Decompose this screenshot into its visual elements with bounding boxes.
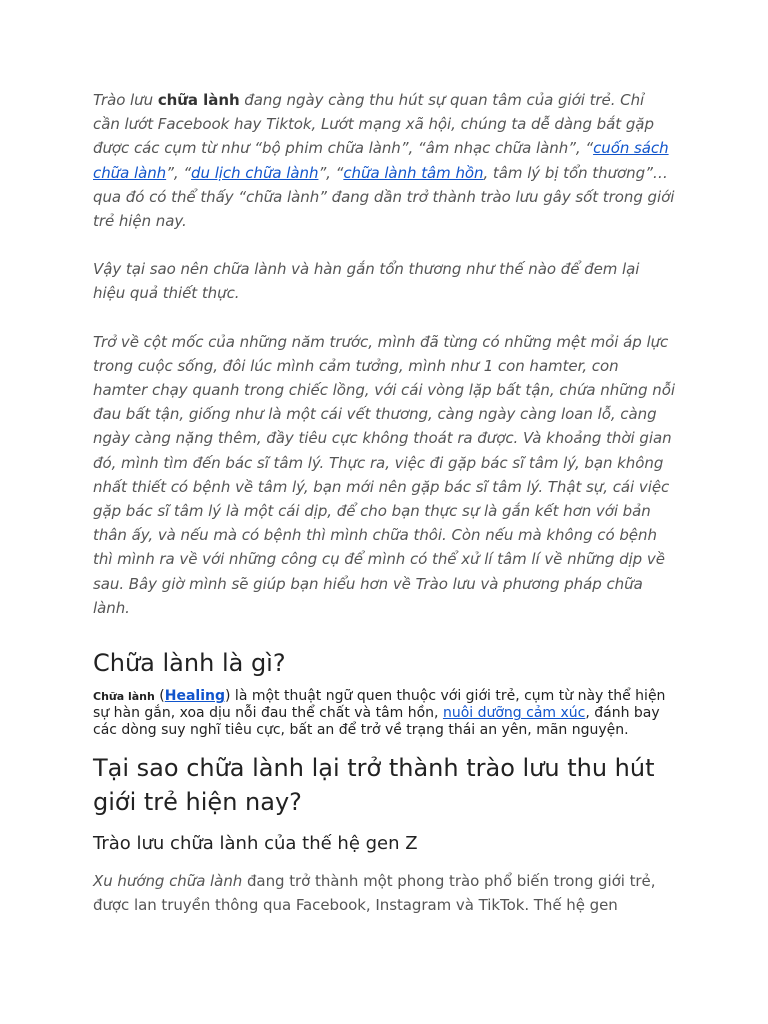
intro-text-e: , tâm lý bị tổn thương”…qua đó có thể thấy “chữa lành” đang dần trở thành trào lưu gây sốt trong giới trẻ hiện nay. [93, 163, 675, 231]
link-cuon-sach-chua-lanh[interactable]: cuốn sách chữa lành [93, 139, 669, 182]
intro-text-a: Trào lưu [93, 91, 158, 109]
definition-term: Chữa lành [93, 690, 155, 704]
section-heading-what-is-healing: Chữa lành là gì? [93, 649, 286, 678]
intro-paragraph-2: Vậy tại sao nên chữa lành và hàn gắn tổn thương như thế nào để đem lại hiệu quả thiết thực. [93, 260, 640, 303]
gen-z-text: đang trở thành một phong trào phổ biến trong giới trẻ, được lan truyền thông qua Facebook, Instagram và TikTok. Thế hệ gen [93, 872, 656, 915]
intro-paragraph-1 [93, 88, 675, 233]
definition-text-b: , đánh bay các dòng suy nghĩ tiêu cực, bất an để trở về trạng thái an yên, mãn nguyện. [93, 705, 660, 739]
link-du-lich-chua-lanh[interactable]: du lịch chữa lành [191, 163, 319, 182]
definition-paren: ( [154, 688, 165, 705]
link-healing[interactable]: Healing [164, 688, 226, 705]
gen-z-paragraph [93, 869, 675, 917]
definition-text-a: ) là một thuật ngữ quen thuộc với giới trẻ, cụm từ này thể hiện sự hàn gắn, xoa dịu nỗi đau thể chất và tâm hồn, [93, 688, 666, 722]
link-nuoi-duong-cam-xuc[interactable]: nuôi dưỡng cảm xúc [442, 705, 586, 722]
intro-text-c: ”, “ [166, 163, 192, 182]
subheading-gen-z-trend: Trào lưu chữa lành của thế hệ gen Z [93, 833, 418, 855]
gen-z-italic-phrase: Xu hướng chữa lành [93, 872, 243, 891]
link-chua-lanh-tam-hon[interactable]: chữa lành tâm hồn [343, 163, 484, 182]
intro-paragraph-3: Trở về cột mốc của những năm trước, mình đã từng có những mệt mỏi áp lực trong cuộc sống, đôi lúc mình cảm tưởng, mình như 1 con hamter, con hamter chạy quanh trong chiếc lồng, với cái vòng lặp bất tận, chứa những nỗi đau bất tận, giống như là một cái vết thương, càng ngày càng loan lỗ, càng ngày càng nặng thêm, đầy tiêu cực không thoát ra được. Và khoảng thời gian đó, mình tìm đến bác sĩ tâm lý. Thực ra, việc đi gặp bác sĩ tâm lý, bạn không nhất thiết có bệnh về tâm lý, bạn mới nên gặp bác sĩ tâm lý. Thật sự, cái việc gặp bác sĩ tâm lý là một cái dịp, để cho bạn thực sự là gắn kết hơn với bản thân ấy, và nếu mà có bệnh thì mình chữa thôi. Còn nếu mà không có bệnh thì mình ra về với những công cụ để mình có thể xử lí tâm lí về những dịp về sau. Bây giờ mình sẽ giúp bạn hiểu hơn về Trào lưu và phương pháp chữa lành. [93, 332, 675, 617]
document-page [93, 88, 675, 941]
intro-bold-term: chữa lành [157, 91, 240, 109]
intro-text-d: ”, “ [318, 163, 344, 182]
section-heading-why-trend: Tại sao chữa lành lại trở thành trào lưu thu hút giới trẻ hiện nay? [93, 754, 655, 817]
definition-paragraph [93, 688, 675, 739]
intro-text-b: đang ngày càng thu hút sự quan tâm của giới trẻ. Chỉ cần lướt Facebook hay Tiktok, Lướt mạng xã hội, chúng ta dễ dàng bắt gặp được các cụm từ như “bộ phim chữa lành”, “âm nhạc chữa lành”, “ [93, 91, 654, 158]
